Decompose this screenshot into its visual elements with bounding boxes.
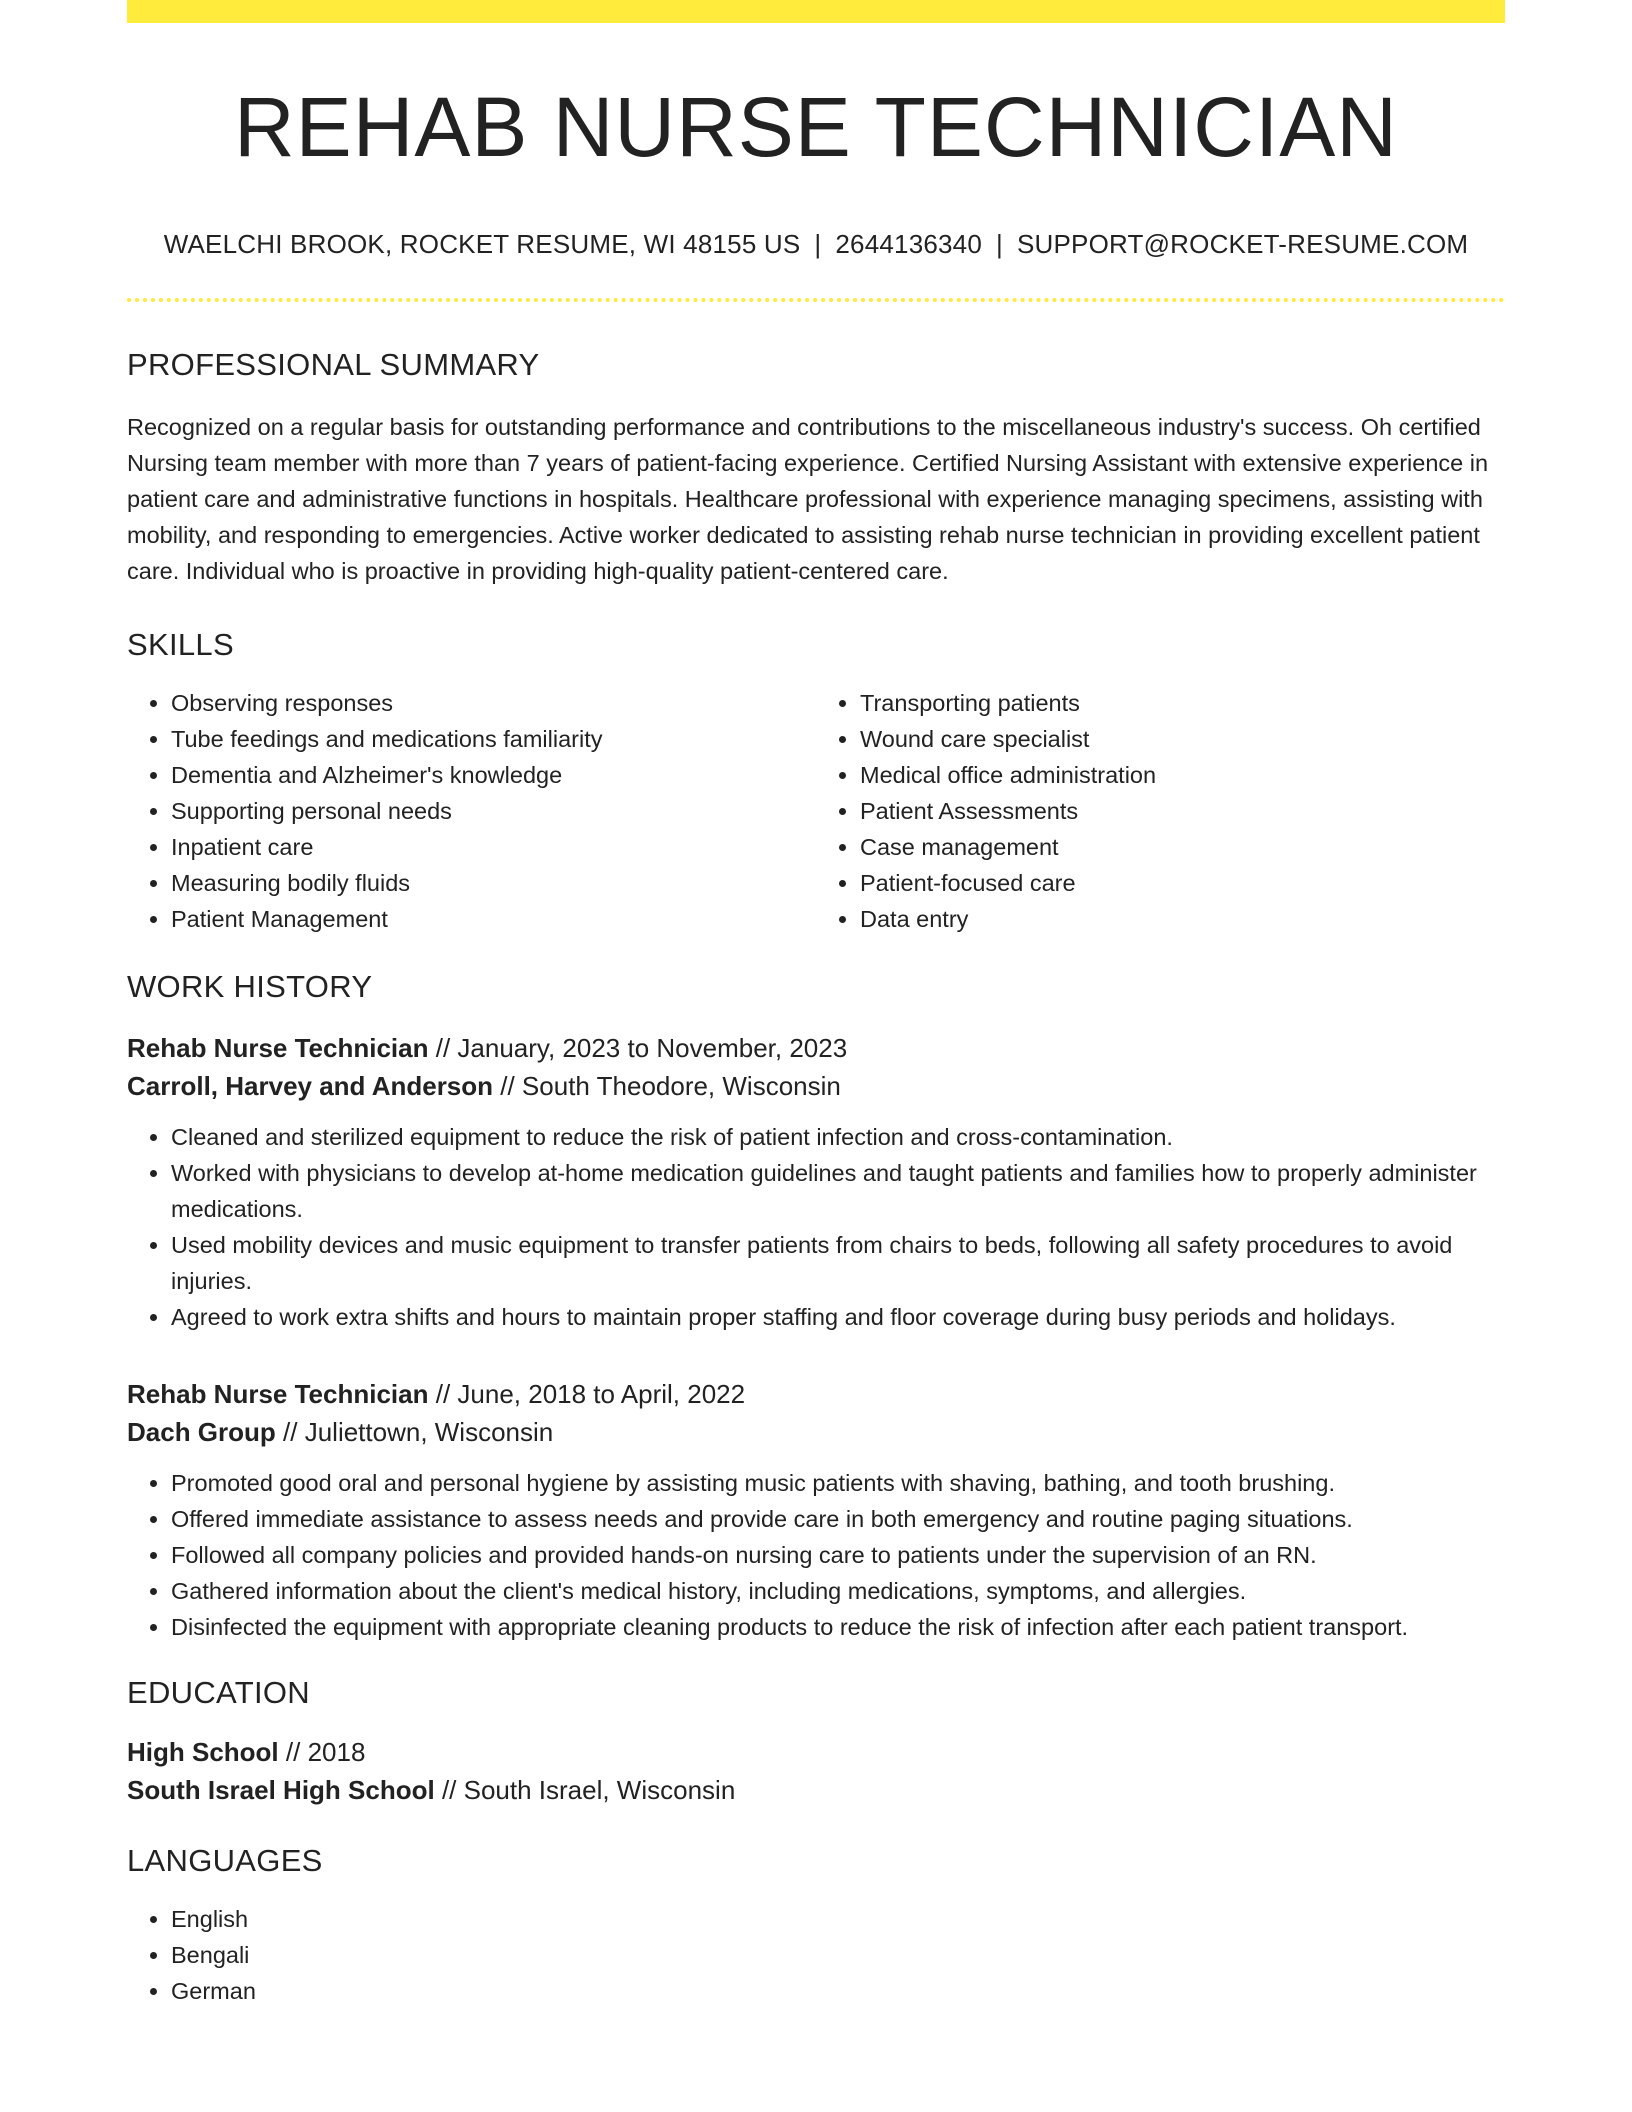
job-company: Carroll, Harvey and Anderson (127, 1071, 494, 1101)
job-dates: // January, 2023 to November, 2023 (435, 1033, 848, 1063)
job-duties (127, 1119, 1505, 1335)
job-duty: • Worked with physicians to develop at-home medication guidelines and taught patients and families how to properly administer medications. (171, 1155, 1505, 1227)
job-location: // Juliettown, Wisconsin (283, 1417, 554, 1447)
job-duty: • Followed all company policies and provided hands-on nursing care to patients under the supervision of an RN. (171, 1537, 1505, 1573)
skills-heading: SKILLS (127, 627, 234, 662)
summary-heading: PROFESSIONAL SUMMARY (127, 347, 540, 382)
language-item: • Bengali (171, 1937, 1505, 1973)
skill-item: • Tube feedings and medications familiarity (171, 721, 816, 757)
job-location: // South Theodore, Wisconsin (500, 1071, 841, 1101)
job-company-line (127, 1067, 1505, 1105)
languages-heading: LANGUAGES (127, 1843, 323, 1878)
skill-item: • Patient Management (171, 901, 816, 937)
job-duty: • Disinfected the equipment with appropriate cleaning products to reduce the risk of infection after each patient transport. (171, 1609, 1505, 1645)
skill-item: • Medical office administration (860, 757, 1505, 793)
skills-list (127, 685, 1505, 937)
job-entry (127, 1375, 1505, 1645)
skill-item: • Wound care specialist (860, 721, 1505, 757)
skills-column-right (816, 685, 1505, 937)
job-company: Dach Group (127, 1417, 276, 1447)
accent-top-bar (127, 0, 1505, 23)
education-location: // South Israel, Wisconsin (441, 1775, 736, 1805)
job-duty: • Cleaned and sterilized equipment to reduce the risk of patient infection and cross-contamination. (171, 1119, 1505, 1155)
language-item: • German (171, 1973, 1505, 2009)
skill-item: • Transporting patients (860, 685, 1505, 721)
job-title-line (127, 1375, 1505, 1413)
job-company-line (127, 1413, 1505, 1451)
education-entry (127, 1733, 1505, 1809)
language-item: • English (171, 1901, 1505, 1937)
job-title: Rehab Nurse Technician (127, 1379, 429, 1409)
contact-separator: | (814, 229, 822, 259)
job-title-line (127, 1029, 1505, 1067)
job-duties (127, 1465, 1505, 1645)
job-title: Rehab Nurse Technician (127, 1033, 429, 1063)
job-duty: • Promoted good oral and personal hygiene by assisting music patients with shaving, bathing, and tooth brushing. (171, 1465, 1505, 1501)
education-degree-line (127, 1733, 1505, 1771)
contact-address: WAELCHI BROOK, ROCKET RESUME, WI 48155 US (163, 229, 801, 259)
skill-item: • Patient-focused care (860, 865, 1505, 901)
candidate-title: REHAB NURSE TECHNICIAN (234, 80, 1398, 174)
skill-item: • Supporting personal needs (171, 793, 816, 829)
contact-line (127, 229, 1505, 260)
job-duty: • Offered immediate assistance to assess needs and provide care in both emergency and routine paging situations. (171, 1501, 1505, 1537)
job-dates: // June, 2018 to April, 2022 (435, 1379, 746, 1409)
work-history-heading: WORK HISTORY (127, 969, 373, 1004)
skill-item: • Patient Assessments (860, 793, 1505, 829)
resume-page (127, 0, 1505, 2009)
summary-text: Recognized on a regular basis for outstanding performance and contributions to the miscellaneous industry's success. Oh certified Nursing team member with more than 7 years of patient-facing experience. Certified Nursing Assistant with extensive experience in patient care and administrative functions in hospitals. Healthcare professional with experience managing specimens, assisting with mobility, and responding to emergencies. Active worker dedicated to assisting rehab nurse technician in providing excellent patient care. Individual who is proactive in providing high-quality patient-centered care. (127, 414, 1489, 584)
job-entry (127, 1029, 1505, 1335)
contact-separator: | (996, 229, 1003, 259)
education-degree: High School (127, 1737, 279, 1767)
education-school-line (127, 1771, 1505, 1809)
languages-list (127, 1901, 1505, 2009)
education-heading: EDUCATION (127, 1675, 310, 1710)
skill-item: • Inpatient care (171, 829, 816, 865)
skill-item: • Data entry (860, 901, 1505, 937)
job-duty: • Gathered information about the client's medical history, including medications, symptoms, and allergies. (171, 1573, 1505, 1609)
education-year: // 2018 (285, 1737, 366, 1767)
dotted-divider (127, 298, 1505, 302)
skill-item: • Observing responses (171, 685, 816, 721)
skills-column-left (127, 685, 816, 937)
contact-phone: 2644136340 (835, 229, 982, 259)
skill-item: • Dementia and Alzheimer's knowledge (171, 757, 816, 793)
skill-item: • Measuring bodily fluids (171, 865, 816, 901)
contact-email: SUPPORT@ROCKET-RESUME.COM (1016, 229, 1469, 259)
job-duty: • Used mobility devices and music equipment to transfer patients from chairs to beds, following all safety procedures to avoid injuries. (171, 1227, 1505, 1299)
education-school: South Israel High School (127, 1775, 435, 1805)
job-duty: • Agreed to work extra shifts and hours to maintain proper staffing and floor coverage during busy periods and holidays. (171, 1299, 1505, 1335)
skill-item: • Case management (860, 829, 1505, 865)
